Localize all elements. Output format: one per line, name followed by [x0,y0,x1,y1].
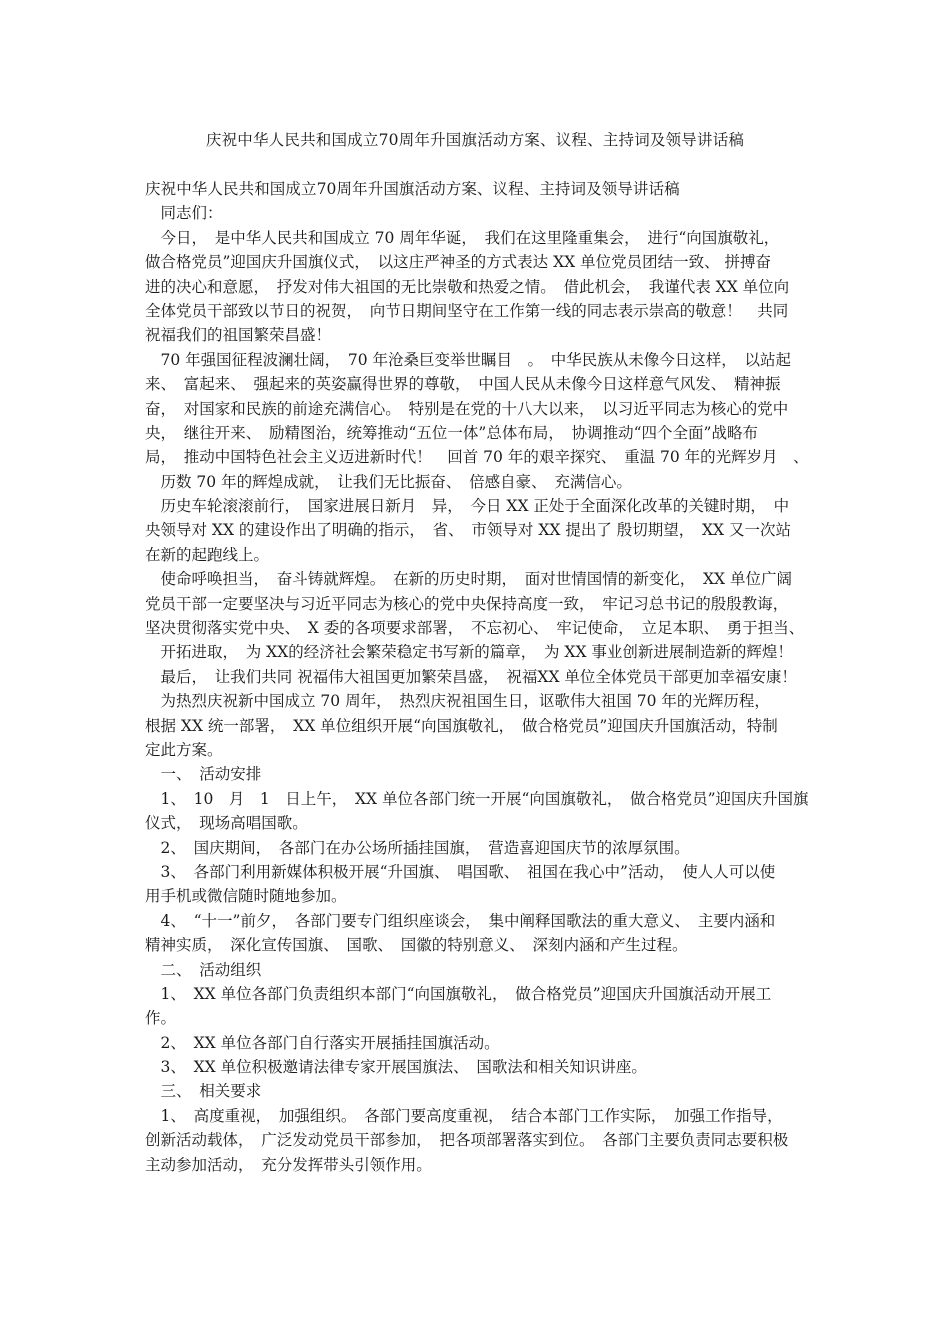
body-text-line: 用手机或微信随时随地参加。 [145,887,347,906]
body-text-line: 央领导对 XX 的建设作出了明确的指示， 省、 市领导对 XX 提出了 殷切期望， XX 又一次站 [145,521,792,540]
body-text-line: 同志们： [145,204,223,223]
body-text-line: 历数 70 年的辉煌成就， 让我们无比振奋、 倍感自豪、 充满信心。 [145,472,632,491]
body-text-line: 70 年强国征程波澜壮阔， 70 年沧桑巨变举世瞩目 。 中华民族从未像今日这样， 以站起 [145,350,792,369]
body-text-line: 奋， 对国家和民族的前途充满信心。 特别是在党的十八大以来， 以习近平同志为核心的党中 [145,399,789,418]
body-text-line: 今日， 是中华人民共和国成立 70 周年华诞， 我们在这里隆重集会， 进行“向国旗敬礼， [145,228,780,247]
body-text-line: 为热烈庆祝新中国成立 70 周年， 热烈庆祝祖国生日，讴歌伟大祖国 70 年的光辉历程， [145,692,770,711]
body-text-line: 使命呼唤担当， 奋斗铸就辉煌。 在新的历史时期， 面对世情国情的新变化， XX 单位广阔 [145,570,792,589]
body-text-line: 1、 10 月 1 日上午， XX 单位各部门统一开展“向国旗敬礼， 做合格党员”迎国庆升国旗 [145,789,809,808]
body-text-line: 党员干部一定要坚决与习近平同志为核心的党中央保持高度一致， 牢记习总书记的殷殷教诲， [145,594,789,613]
body-text-line: 定此方案。 [145,740,223,759]
body-text-line: 坚决贯彻落实党中央、 X 委的各项要求部署， 不忘初心、 牢记使命， 立足本职、 勇于担当、 [145,619,805,638]
body-text-line: 4、 “十一”前夕， 各部门要专门组织座谈会， 集中阐释国歌法的重大意义、 主要内涵和 [145,911,776,930]
body-text-line: 3、 XX 单位积极邀请法律专家开展国旗法、 国歌法和相关知识讲座。 [145,1058,647,1077]
body-text-line: 在新的起跑线上。 [145,545,270,564]
body-text-line: 一、 活动安排 [145,765,262,784]
body-text-line: 进的决心和意愿， 抒发对伟大祖国的无比崇敬和热爱之情。 借此机会， 我谨代表 XX 单位向 [145,277,790,296]
body-text-line: 最后， 让我们共同 祝福伟大祖国更加繁荣昌盛， 祝福XX 单位全体党员干部更加幸福安康！ [145,667,797,686]
body-text-line: 仪式， 现场高唱国歌。 [145,814,308,833]
body-text-line: 主动参加活动， 充分发挥带头引领作用。 [145,1155,432,1174]
body-text-line: 2、 国庆期间， 各部门在办公场所插挂国旗， 营造喜迎国庆节的浓厚氛围。 [145,838,690,857]
body-text-line: 三、 相关要求 [145,1082,262,1101]
body-text-line: 作。 [145,1009,177,1028]
body-text-line: 祝福我们的祖国繁荣昌盛！ [145,326,332,345]
body-text-line: 做合格党员”迎国庆升国旗仪式， 以这庄严神圣的方式表达 XX 单位党员团结一致、 拼搏奋 [145,253,772,272]
body-text-line: 根据 XX 统一部署， XX 单位组织开展“向国旗敬礼， 做合格党员”迎国庆升国旗活动，特制 [145,716,778,735]
body-text-line: 局， 推动中国特色社会主义迈进新时代！ 回首 70 年的艰辛探究、 重温 70 年的光辉岁月 、 [145,448,809,467]
document-body [145,177,817,1177]
body-text-line: 3、 各部门利用新媒体积极开展“升国旗、 唱国歌、 祖国在我心中”活动， 使人人可以使 [145,862,776,881]
body-text-line: 来、 富起来、 强起来的英姿赢得世界的尊敬， 中国人民从未像今日这样意气风发、 精神振 [145,375,781,394]
document-title: 庆祝中华人民共和国成立70周年升国旗活动方案、议程、主持词及领导讲话稿 [205,131,745,149]
body-text-line: 精神实质， 深化宣传国旗、 国歌、 国徽的特别意义、 深刻内涵和产生过程。 [145,936,688,955]
body-text-line: 全体党员干部致以节日的祝贺， 向节日期间坚守在工作第一线的同志表示崇高的敬意！ 共同 [145,301,789,320]
body-text-line: 二、 活动组织 [145,960,262,979]
body-text-line: 央， 继往开来、 励精图治，统筹推动“五位一体”总体布局， 协调推动“四个全面”战略布 [145,423,758,442]
body-text-line: 历史车轮滚滚前行， 国家进展日新月 异， 今日 XX 正处于全面深化改革的关键时期， 中 [145,497,790,516]
document-subtitle-line: 庆祝中华人民共和国成立70周年升国旗活动方案、议程、主持词及领导讲话稿 [145,180,680,198]
body-text-line: 1、 XX 单位各部门负责组织本部门“向国旗敬礼， 做合格党员”迎国庆升国旗活动开展工 [145,984,772,1003]
body-text-line: 1、 高度重视， 加强组织。 各部门要高度重视， 结合本部门工作实际， 加强工作指导， [145,1106,783,1125]
body-text-line: 2、 XX 单位各部门自行落实开展插挂国旗活动。 [145,1033,500,1052]
body-text-line: 开拓进取， 为 XX的经济社会繁荣稳定书写新的篇章， 为 XX 事业创新进展制造新的辉煌！ [145,643,793,662]
body-text-line: 创新活动载体， 广泛发动党员干部参加， 把各项部署落实到位。 各部门主要负责同志要积极 [145,1131,789,1150]
